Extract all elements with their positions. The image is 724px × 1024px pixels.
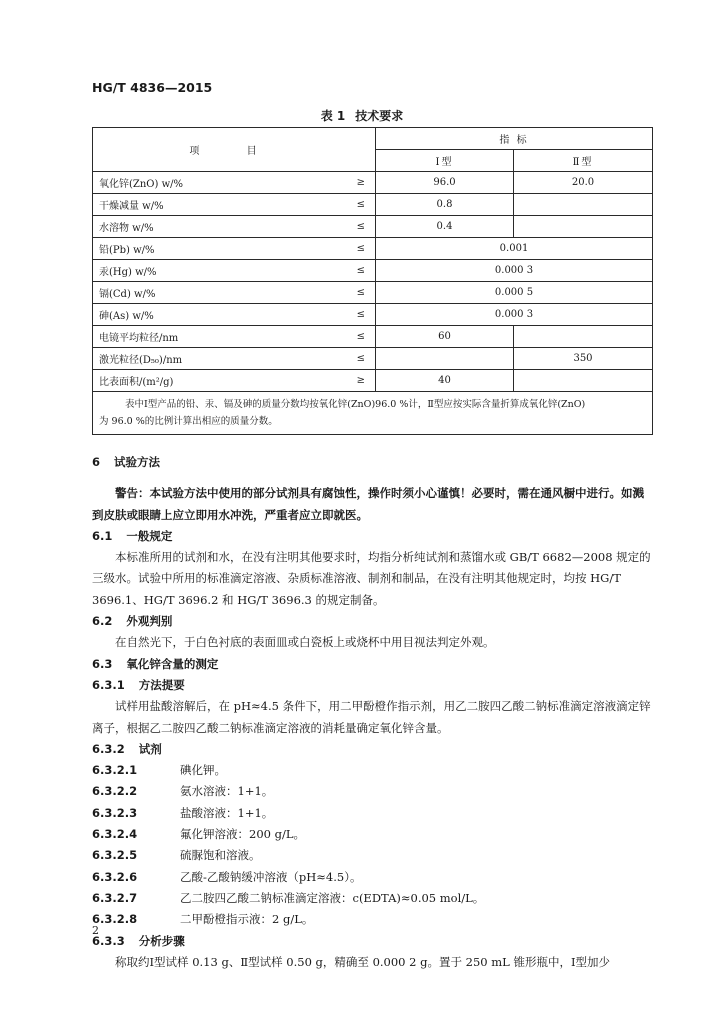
reagent-item: [92, 760, 652, 781]
row-symbol: ≤: [313, 216, 376, 238]
table-row: [93, 370, 653, 392]
row-symbol: ≥: [313, 370, 376, 392]
table-title: [0, 107, 724, 124]
table-row: [93, 172, 653, 194]
table-row: [93, 282, 653, 304]
table-title-text: 技术要求: [355, 109, 404, 123]
row-symbol: ≤: [313, 348, 376, 370]
header-type-2: Ⅱ型: [514, 150, 653, 172]
reagent-item: [92, 803, 652, 824]
row-symbol: ≤: [313, 304, 376, 326]
reagent-number: 6.3.2.7: [92, 890, 138, 905]
reagent-number: 6.3.2.6: [92, 869, 138, 884]
row-item: 激光粒径(D₅₀)/nm: [93, 348, 313, 370]
subsubsection-heading: [92, 739, 652, 760]
table-row: [93, 304, 653, 326]
row-item: 水溶物 w/%: [93, 216, 313, 238]
row-type2-value: [514, 216, 653, 238]
table-row: [93, 238, 653, 260]
row-symbol: ≤: [313, 194, 376, 216]
table-note-line-1: 表中Ⅰ型产品的铅、汞、镉及砷的质量分数均按氧化锌(ZnO)96.0 %计，Ⅱ型应按实际含量折算成氧化锌(ZnO): [125, 399, 586, 410]
reagent-item: [92, 867, 652, 888]
row-symbol: ≤: [313, 238, 376, 260]
table-row: [93, 348, 653, 370]
table-title-number: 表 1: [320, 109, 346, 123]
section-heading: [92, 452, 652, 473]
row-type1-value: 0.4: [376, 216, 514, 238]
reagent-number: 6.3.2.4: [92, 827, 138, 842]
row-symbol: ≤: [313, 326, 376, 348]
reagent-text: 氨水溶液：1+1。: [180, 784, 274, 799]
row-item: 镉(Cd) w/%: [93, 282, 313, 304]
row-type1-value: 0.8: [376, 194, 514, 216]
reagent-text: 碘化钾。: [180, 763, 226, 778]
subsubsection-title: 试剂: [138, 741, 162, 756]
subsection-number: 6.1: [92, 528, 113, 543]
row-item: 电镜平均粒径/nm: [93, 326, 313, 348]
subsection-heading: [92, 526, 652, 547]
subsection-number: 6.2: [92, 614, 113, 629]
row-symbol: ≤: [313, 282, 376, 304]
row-type1-value: [376, 348, 514, 370]
reagent-number: 6.3.2.5: [92, 848, 138, 863]
row-shared-value: 0.000 3: [376, 260, 653, 282]
reagent-item: [92, 781, 652, 802]
table-row: [93, 194, 653, 216]
row-type2-value: 350: [514, 348, 653, 370]
row-type2-value: [514, 326, 653, 348]
paragraph: 本标准所用的试剂和水，在没有注明其他要求时，均指分析纯试剂和蒸馏水或 GB/T 6682—2008 规定的三级水。试验中所用的标准滴定溶液、杂质标准溶液、制剂和制品，在没有注明其他规定时，均按 HG/T 3696.1、HG/T 3696.2 和 HG/T 3696.3 的规定制备。: [92, 550, 651, 607]
reagent-number: 6.3.2.3: [92, 805, 138, 820]
reagent-text: 氟化钾溶液：200 g/L。: [180, 827, 305, 842]
paragraph: 在自然光下，于白色衬底的表面皿或白瓷板上或烧杯中用目视法判定外观。: [115, 635, 495, 650]
subsubsection-heading: [92, 675, 652, 696]
reagent-text: 硫脲饱和溶液。: [180, 848, 261, 863]
section-title: 试验方法: [114, 455, 161, 469]
row-item: 铅(Pb) w/%: [93, 238, 313, 260]
row-type2-value: 20.0: [514, 172, 653, 194]
row-item: 干燥减量 w/%: [93, 194, 313, 216]
reagent-item: [92, 909, 652, 930]
technical-requirements-table: [92, 127, 653, 435]
row-item: 汞(Hg) w/%: [93, 260, 313, 282]
row-item: 氧化锌(ZnO) w/%: [93, 172, 313, 194]
page-number: 2: [92, 924, 99, 937]
subsubsection-number: 6.3.3: [92, 933, 125, 948]
subsection-title: 一般规定: [126, 528, 173, 543]
row-item: 比表面积/(m²/g): [93, 370, 313, 392]
subsubsection-title: 分析步骤: [138, 933, 185, 948]
subsubsection-heading: [92, 931, 652, 952]
reagent-item: [92, 845, 652, 866]
subsubsection-title: 方法提要: [138, 677, 185, 692]
row-shared-value: 0.000 5: [376, 282, 653, 304]
row-shared-value: 0.001: [376, 238, 653, 260]
table-row: [93, 216, 653, 238]
reagent-number: 6.3.2.1: [92, 763, 138, 778]
reagent-text: 乙二胺四乙酸二钠标准滴定溶液：c(EDTA)≈0.05 mol/L。: [180, 890, 485, 905]
row-shared-value: 0.000 3: [376, 304, 653, 326]
section-number: 6: [92, 455, 101, 469]
reagent-text: 盐酸溶液：1+1。: [180, 805, 274, 820]
row-symbol: ≤: [313, 260, 376, 282]
reagent-text: 乙酸-乙酸钠缓冲溶液（pH≈4.5）。: [180, 869, 362, 884]
subsubsection-number: 6.3.2: [92, 741, 125, 756]
table-note-line-2: 为 96.0 %的比例计算出相应的质量分数。: [99, 416, 278, 427]
subsection-title: 外观判别: [126, 614, 173, 629]
row-type2-value: [514, 194, 653, 216]
header-item: 项 目: [93, 128, 376, 172]
reagent-number: 6.3.2.2: [92, 784, 138, 799]
row-type1-value: 60: [376, 326, 514, 348]
row-item: 砷(As) w/%: [93, 304, 313, 326]
reagent-item: [92, 888, 652, 909]
subsection-heading: [92, 654, 652, 675]
reagent-text: 二甲酚橙指示液：2 g/L。: [180, 912, 314, 927]
table-row: [93, 260, 653, 282]
table-row: [93, 326, 653, 348]
paragraph: 试样用盐酸溶解后，在 pH≈4.5 条件下，用二甲酚橙作指示剂，用乙二胺四乙酸二钠标准滴定溶液滴定锌离子，根据乙二胺四乙酸二钠标准滴定溶液的消耗量确定氧化锌含量。: [92, 699, 651, 735]
subsubsection-number: 6.3.1: [92, 677, 125, 692]
standard-code: HG/T 4836—2015: [92, 80, 213, 95]
subsection-number: 6.3: [92, 656, 113, 671]
table-note: [93, 392, 653, 435]
subsection-title: 氧化锌含量的测定: [126, 656, 219, 671]
header-type-1: Ⅰ型: [376, 150, 514, 172]
row-type1-value: 40: [376, 370, 514, 392]
paragraph: 称取约Ⅰ型试样 0.13 g、Ⅱ型试样 0.50 g，精确至 0.000 2 g。置于 250 mL 锥形瓶中，Ⅰ型加少: [115, 954, 610, 969]
test-methods-section: [92, 452, 652, 973]
warning-paragraph: 警告：本试验方法中使用的部分试剂具有腐蚀性，操作时须小心谨慎！必要时，需在通风橱中进行。如溅到皮肤或眼睛上应立即用水冲洗，严重者应立即就医。: [92, 486, 644, 522]
subsection-heading: [92, 611, 652, 632]
row-symbol: ≥: [313, 172, 376, 194]
reagent-item: [92, 824, 652, 845]
header-indicator: 指 标: [376, 128, 653, 150]
row-type2-value: [514, 370, 653, 392]
row-type1-value: 96.0: [376, 172, 514, 194]
reagent-number: 6.3.2.8: [92, 912, 138, 927]
